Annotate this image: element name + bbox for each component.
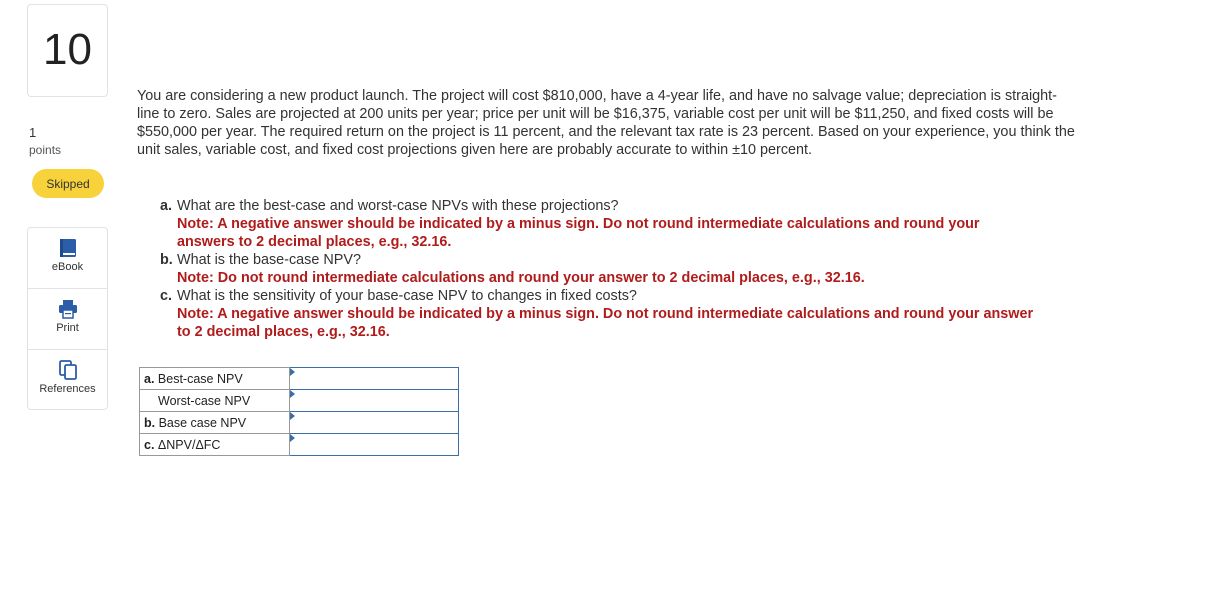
part-a (160, 197, 1040, 251)
answer-cell (290, 434, 459, 456)
part-letter: a. (160, 198, 173, 214)
copy-icon (58, 360, 78, 380)
part-note: Note: A negative answer should be indicated by a minus sign. Do not round intermediate calculations and round your answer to 2 decimal places, e.g., 32.16. (177, 306, 1034, 340)
status-badge: Skipped (32, 169, 104, 198)
part-question: What is the base-case NPV? (177, 252, 361, 268)
row-label (140, 368, 290, 390)
cell-flag-icon (290, 390, 295, 398)
row-prefix: b. (144, 415, 156, 430)
print-button[interactable] (28, 289, 107, 350)
row-label (140, 434, 290, 456)
question-text: You are considering a new product launch. The project will cost $810,000, have a 4-year life, and have no salvage value; depreciation is straight-line to zero. Sales are projected at 200 units per year; price per unit will be $16,375, variable cost per unit will be $11,250, and fixed costs will be $550,000 per year. The required return on the project is 11 percent, and the relevant tax rate is 23 percent. Based on your experience, you think the unit sales, variable cost, and fixed cost projections given here are probably accurate to within ±10 percent. (137, 88, 1075, 158)
points-label: points (29, 143, 62, 157)
cell-flag-icon (290, 412, 295, 420)
part-question: What is the sensitivity of your base-case NPV to changes in fixed costs? (177, 288, 637, 304)
row-label-text: Base case NPV (158, 415, 247, 430)
answer-table (139, 367, 459, 456)
row-prefix: a. (144, 371, 155, 386)
printer-icon (58, 299, 78, 319)
part-note: Note: Do not round intermediate calculations and round your answer to 2 decimal places, e.g., 32.16. (177, 270, 865, 286)
table-row (140, 390, 459, 412)
answer-cell (290, 390, 459, 412)
best-case-npv-input[interactable] (290, 369, 458, 389)
print-label: Print (56, 322, 79, 334)
delta-npv-delta-fc-input[interactable] (290, 435, 458, 455)
ebook-button[interactable] (28, 228, 107, 289)
table-row (140, 368, 459, 390)
part-c (160, 287, 1040, 341)
ebook-label: eBook (51, 261, 84, 273)
book-icon (59, 238, 77, 258)
row-label (140, 390, 290, 412)
table-row (140, 434, 459, 456)
part-letter: c. (160, 288, 173, 304)
part-note: Note: A negative answer should be indicated by a minus sign. Do not round intermediate calculations and round your answers to 2 decimal places, e.g., 32.16. (177, 216, 980, 250)
worst-case-npv-input[interactable] (290, 391, 458, 411)
row-label-text: Best-case NPV (157, 371, 243, 386)
row-label (140, 412, 290, 434)
row-prefix: c. (144, 437, 155, 452)
tools-panel (27, 227, 108, 410)
question-parts (160, 197, 1040, 341)
answer-cell (290, 412, 459, 434)
row-label-text: Worst-case NPV (158, 393, 251, 408)
cell-flag-icon (290, 434, 295, 442)
part-question: What are the best-case and worst-case NPVs with these projections? (177, 198, 619, 214)
part-letter: b. (160, 252, 173, 268)
question-number: 10 (27, 4, 108, 97)
references-label: References (39, 383, 96, 395)
cell-flag-icon (290, 368, 295, 376)
table-row (140, 412, 459, 434)
points-value: 1 (29, 125, 37, 140)
row-label-text: ΔNPV/ΔFC (157, 437, 221, 452)
part-b (160, 251, 1040, 287)
answer-cell (290, 368, 459, 390)
references-button[interactable] (28, 350, 107, 411)
base-case-npv-input[interactable] (290, 413, 458, 433)
